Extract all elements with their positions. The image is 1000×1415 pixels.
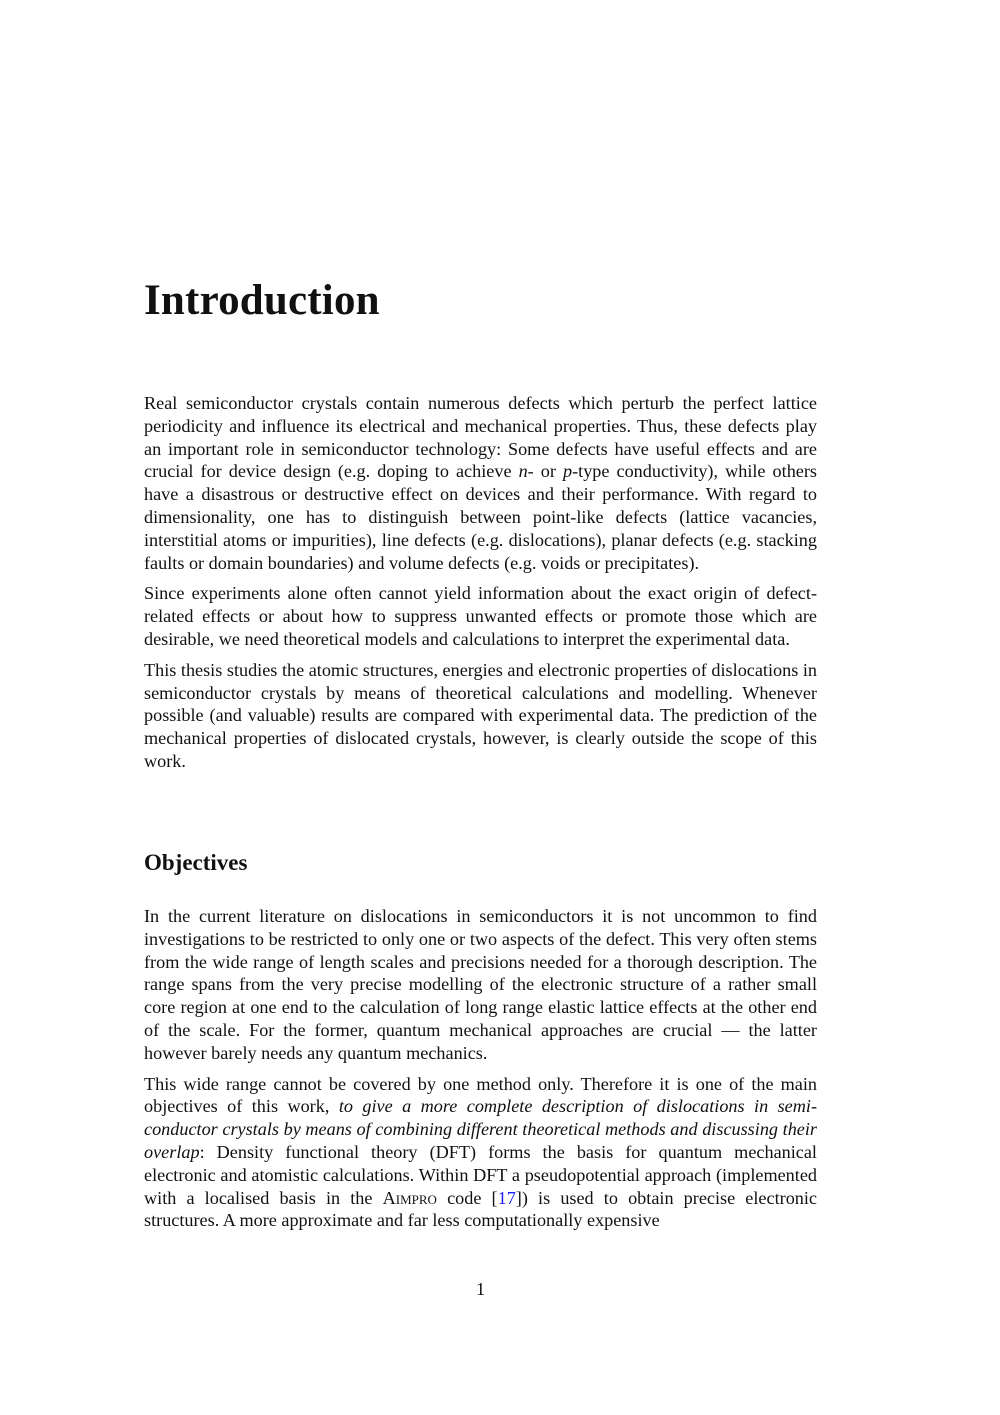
section-heading-objectives: Objectives: [144, 850, 248, 875]
page-number: 1: [475, 1279, 486, 1299]
citation-link[interactable]: 17: [497, 1187, 516, 1208]
n-type-symbol: n: [518, 461, 528, 482]
p-type-symbol: p: [563, 461, 573, 482]
intro-paragraph-3: This thesis studies the atomic structures, energies and electronic properties of dislocations in semiconductor crystals by means of theoretical calculations and modelling. Whenever possible (and valuable) results are compared with experimental data. The prediction of the mechanical properties of dislocated crystals, however, is clearly outside the scope of this work.: [144, 659, 817, 771]
chapter-title: Introduction: [144, 277, 380, 324]
objectives-paragraph-2: This wide range cannot be covered by one method only. Therefore it is one of the main objectives of this work, to give a more complete description of dislocations in semiconductor crystals by means of combining different theoretical methods and discussing their overlap: Density functional theory (DFT) forms the basis for quantum mechanical electronic and atomistic calculations. Within DFT a pseudopotential approach (implemented with a localised basis in the Aimpro code [17]) is used to obtain precise electronic structures. A more approximate and far less computationally expensive: [144, 1073, 818, 1231]
intro-section: [144, 392, 817, 781]
code-name: Aimpro: [382, 1187, 437, 1208]
objectives-paragraph-1: In the current literature on dislocations in semiconductors it is not uncommon to find investigations to be restricted to only one or two aspects of the defect. This very often stems from the wide range of length scales and precisions needed for a thorough description. The range spans from the very precise modelling of the electronic structure of a rather small core region at one end to the calculation of long range elastic lattice effects at the other end of the scale. For the former, quantum mechanical approaches are crucial — the latter however barely needs any quantum mechanics.: [144, 906, 817, 1063]
objectives-section: [144, 905, 817, 1240]
intro-paragraph-2: Since experiments alone often cannot yield information about the exact origin of defect-related effects or about how to suppress unwanted effects or promote those which are desirable, we need theoretical models and calculations to interpret the experimental data.: [144, 583, 817, 649]
objectives-emphasis: to give a more complete description of dislocations in semiconductor crystals by means of combining different theoretical methods and discussing their overlap: [144, 1096, 817, 1162]
intro-paragraph-1: Real semiconductor crystals contain numerous defects which perturb the perfect lattice periodicity and influence its electrical and mechanical properties. Thus, these defects play an important role in semiconductor technology: Some defects have useful effects and are crucial for device design (e.g. doping to achieve n- or p-type conductivity), while others have a disastrous or destructive effect on devices and their performance. With regard to dimensionality, one has to distinguish between point-like defects (lattice vacancies, interstitial atoms or impurities), line defects (e.g. dislocations), planar defects (e.g. stacking faults or domain boundaries) and volume defects (e.g. voids or precipitates).: [144, 393, 818, 573]
